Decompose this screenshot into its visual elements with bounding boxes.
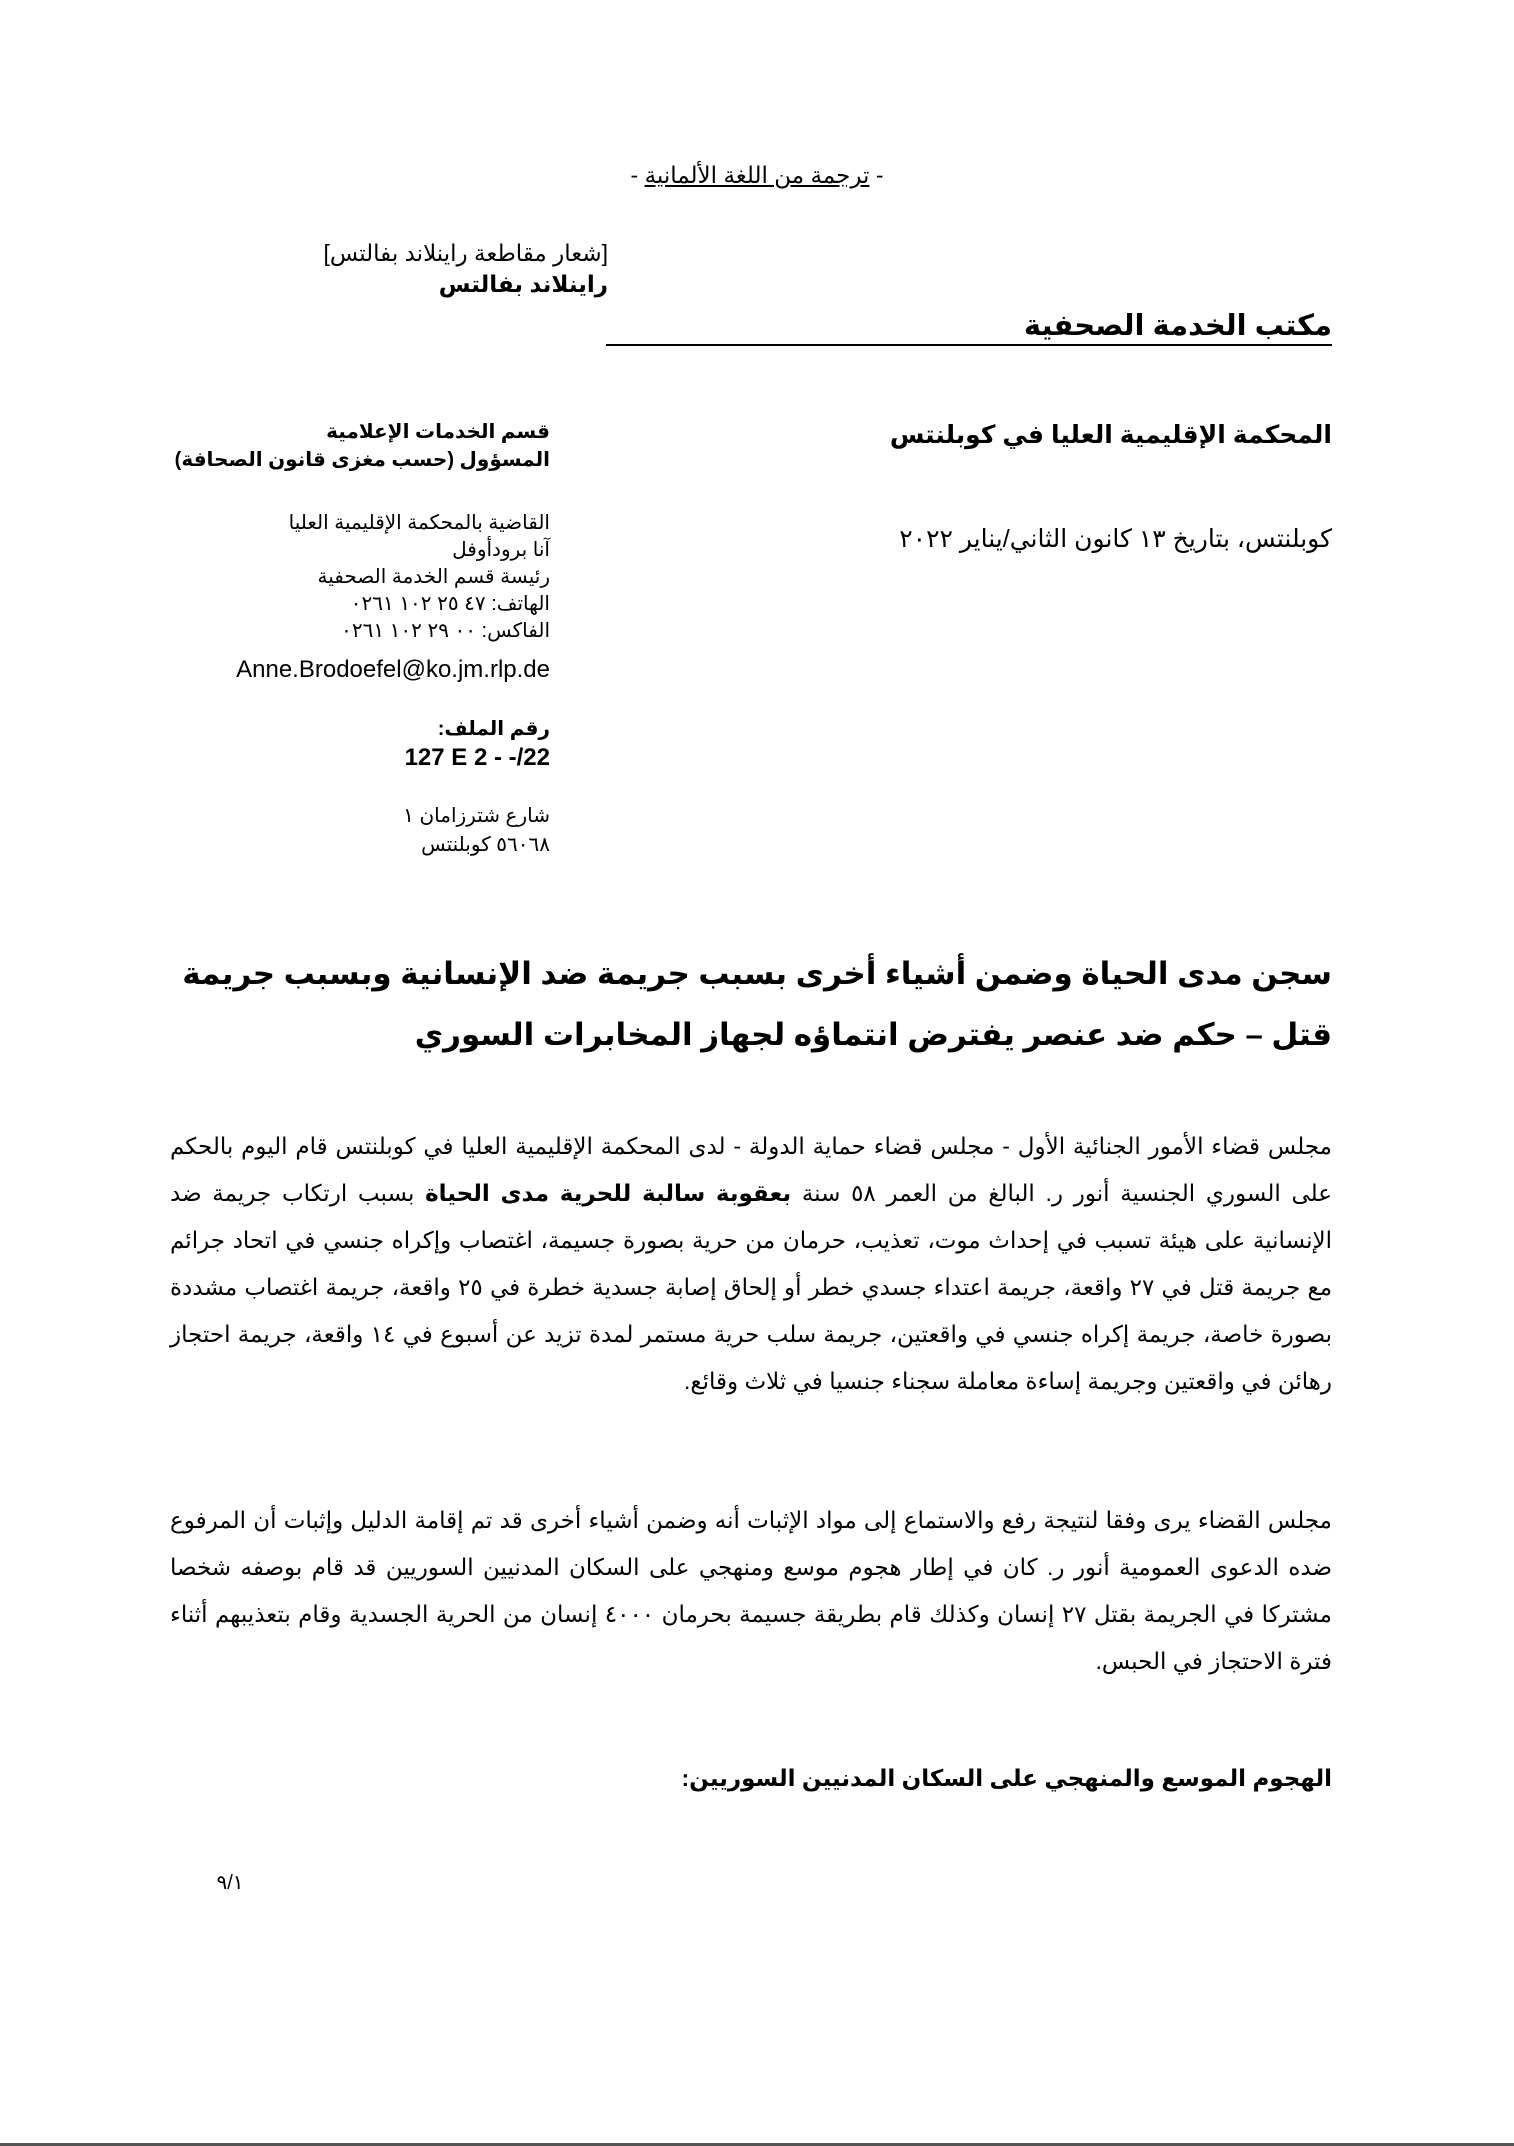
paragraph1-sentence-emphasis: بعقوبة سالبة للحرية مدى الحياة: [425, 1180, 792, 1206]
section-heading: الهجوم الموسع والمنهجي على السكان المدنيين السوريين:: [681, 1765, 1332, 1791]
press-release-headline: سجن مدى الحياة وضمن أشياء أخرى بسبب جريمة ضد الإنسانية وبسبب جريمة قتل – حكم ضد عنصر يفترض انتماؤه لجهاز المخابرات السوري: [182, 956, 1332, 1052]
postal-address: [150, 802, 550, 860]
logo-caption: [شعار مقاطعة راينلاند بفالتس]: [323, 240, 608, 266]
office-title: مكتب الخدمة الصحفية: [1023, 310, 1332, 342]
translation-note-suffix: -: [630, 162, 645, 188]
contact-title: القاضية بالمحكمة الإقليمية العليا: [288, 512, 550, 534]
body-paragraph-findings: مجلس القضاء يرى وفقا لنتيجة رفع والاستماع إلى مواد الإثبات أنه وضمن أشياء أخرى قد تم إقامة الدليل وإثبات أن المرفوع ضده الدعوى العمومية أنور ر. كان في إطار هجوم موسع ومنهجي على السكان المدنيين السوريين قد قام بوصفه شخصا مشتركا في الجريمة بقتل ٢٧ إنسان وكذلك قام بطريقة جسيمة بحرمان ٤٠٠٠ إنسان من الحرية الجسدية وقام بتعذيبهم أثناء فترة الاحتجاز في الحبس.: [170, 1507, 1333, 1674]
contact-fax: الفاكس: ٠٠ ٢٩ ١٠٢ ٠٢٦١: [341, 620, 550, 642]
contact-phone: الهاتف: ٤٧ ٢٥ ١٠٢ ٠٢٦١: [350, 593, 550, 615]
state-name: راينلاند بفالتس: [438, 271, 608, 297]
file-number-label: رقم الملف:: [437, 718, 550, 740]
office-title-rule: [606, 344, 1332, 346]
page-number: ٩/١: [216, 1872, 244, 1894]
state-logo-block: [300, 238, 608, 300]
paragraph1-text-end: بسبب ارتكاب جريمة ضد الإنسانية على هيئة تسبب في إحداث موت، تعذيب، حرمان من حرية بصورة جسيمة، اغتصاب وإكراه جنسي في اتحاد جرائم مع جريمة قتل في ٢٧ واقعة، جريمة اعتداء جسدي خطر أو إلحاق إصابة جسدية خطرة في ٢٥ واقعة، جريمة اغتصاب مشددة بصورة خاصة، جريمة إكراه جنسي في واقعتين، جريمة سلب حرية مستمر لمدة تزيد عن أسبوع في ١٤ واقعة، جريمة احتجاز رهائن في واقعتين وجريمة إساءة معاملة سجناء جنسيا في ثلاث وقائع.: [170, 1180, 1333, 1394]
paragraph1-text-start: مجلس قضاء الأمور الجنائية الأول - مجلس قضاء حماية الدولة - لدى المحكمة الإقليمية العليا في كوبلنتس قام اليوم بالحكم على السوري الجنسية أنور ر. البالغ من العمر ٥٨ سنة: [170, 1133, 1333, 1206]
media-department-name: قسم الخدمات الإعلامية: [326, 421, 550, 443]
translation-note-prefix: -: [869, 162, 884, 188]
address-city: ٥٦٠٦٨ كوبلنتس: [421, 834, 550, 856]
contact-email[interactable]: Anne.Brodoefel@ko.jm.rlp.de: [236, 656, 550, 683]
translation-note: [0, 162, 1514, 189]
address-street: شارع شترزامان ١: [403, 805, 550, 827]
body-paragraph-verdict: [170, 1123, 1332, 1405]
court-name: المحكمة الإقليمية العليا في كوبلنتس: [889, 421, 1332, 449]
contact-role: رئيسة قسم الخدمة الصحفية: [317, 566, 550, 588]
contact-name: آنا برودأوفل: [452, 539, 550, 561]
translation-note-text: ترجمة من اللغة الألمانية: [644, 162, 870, 188]
media-department: [150, 418, 550, 474]
date-line: كوبلنتس، بتاريخ ١٣ كانون الثاني/يناير ٢٠٢٢: [899, 525, 1332, 553]
file-number: 127 E 2 - -/22: [404, 744, 550, 771]
media-department-responsible: المسؤول (حسب مغزى قانون الصحافة): [174, 449, 550, 471]
contact-block: [150, 510, 550, 645]
